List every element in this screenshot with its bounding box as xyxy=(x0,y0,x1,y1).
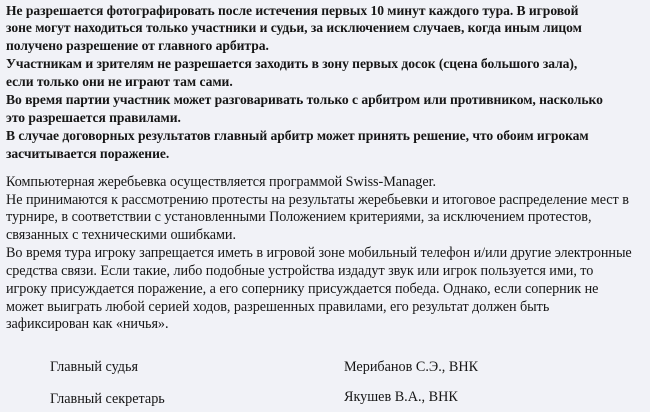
rule-line: средства связи. Если такие, либо подобные устройства издадут звук или игрок пользуется ими, то xyxy=(6,263,594,279)
rule-line: игроку присуждается поражение, а его сопернику присуждается победа. Однако, если соперник не xyxy=(6,281,599,297)
chief-judge-name: Мерибанов С.Э., ВНК xyxy=(344,359,479,375)
rule-line-bold: зоне могут находиться только участники и судьи, за исключением случаев, когда иным лицом xyxy=(6,20,582,35)
rule-line-bold: это разрешается правилами. xyxy=(6,110,181,125)
rule-line: связанных с техническими ошибками. xyxy=(6,227,236,243)
rule-line-bold: получено разрешение от главного арбитра. xyxy=(6,38,269,53)
chief-secretary-title: Главный секретарь xyxy=(50,391,165,407)
chief-secretary-name: Якушев В.А., ВНК xyxy=(344,389,458,405)
rule-line-bold: засчитывается поражение. xyxy=(6,146,170,161)
rule-line-bold: В случае договорных результатов главный арбитр может принять решение, что обоим игрокам xyxy=(6,128,589,143)
rule-line-bold: Во время партии участник может разговаривать только с арбитром или противником, насколько xyxy=(6,92,603,107)
rule-line-bold: Не разрешается фотографировать после истечения первых 10 минут каждого тура. В игровой xyxy=(6,3,579,18)
rule-line-bold: если только они не играют там сами. xyxy=(6,74,233,89)
chief-judge-title: Главный судья xyxy=(50,359,138,375)
rule-line: зафиксирован как «ничья». xyxy=(6,316,169,332)
rule-line: турнире, в соответствии с установленными Положением критериями, за исключением протестов, xyxy=(6,209,592,225)
rule-line-bold: Участникам и зрителям не разрешается заходить в зону первых досок (сцена большого зала), xyxy=(6,56,578,71)
rule-line: Не принимаются к рассмотрению протесты на результаты жеребьевки и итоговое распределение мест в xyxy=(6,192,629,208)
rule-line: Во время тура игроку запрещается иметь в игровой зоне мобильный телефон и/или другие электронные xyxy=(6,245,632,261)
rule-line: Компьютерная жеребьевка осуществляется программой Swiss-Manager. xyxy=(6,174,436,190)
rule-line: может выиграть любой серией ходов, разрешенных правилами, его результат должен быть xyxy=(6,299,550,315)
